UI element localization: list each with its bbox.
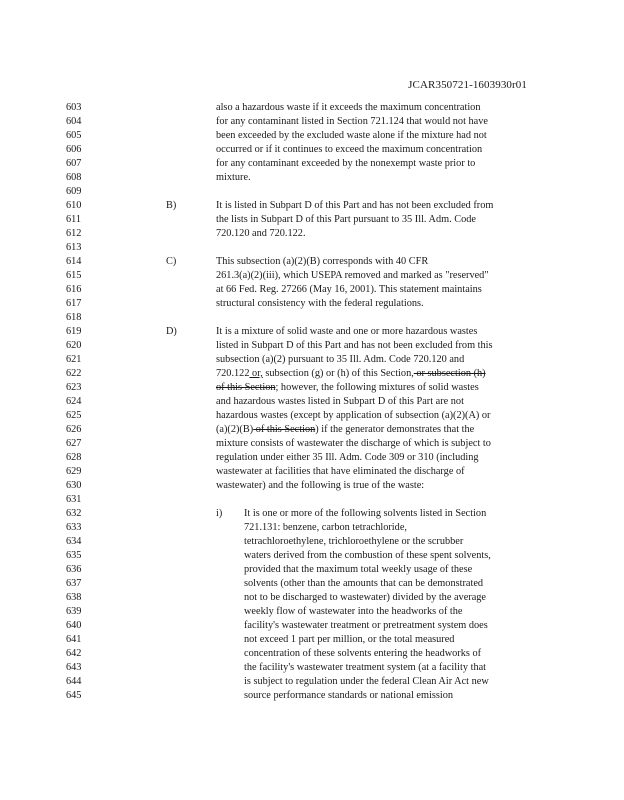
text-line: mixture.: [216, 172, 251, 183]
text-run: of this Section,: [349, 368, 414, 379]
line-number: 634: [66, 536, 82, 547]
line-number: 611: [66, 214, 82, 225]
text-line: It is listed in Subpart D of this Part and has not been excluded from: [216, 200, 494, 211]
line-number: 632: [66, 508, 82, 519]
line-number: 643: [66, 662, 82, 673]
line-number: 619: [66, 326, 82, 337]
text-line: weekly flow of wastewater into the headworks of the: [244, 606, 463, 617]
line-number: 620: [66, 340, 82, 351]
line-number: 618: [66, 312, 82, 323]
text-line: waters derived from the combustion of these spent solvents,: [244, 550, 491, 561]
line-number: 615: [66, 270, 82, 281]
subsection-label: i): [216, 508, 223, 519]
line-number: 624: [66, 396, 82, 407]
text-line: subsection (a)(2) pursuant to 35 Ill. Adm. Code 720.120 and: [216, 354, 465, 365]
text-run: ) if the generator demonstrates that the: [315, 424, 475, 435]
inserted-text: or,: [249, 368, 263, 379]
line-number: 627: [66, 438, 82, 449]
line-number: 604: [66, 116, 82, 127]
line-number: 621: [66, 354, 82, 365]
text-line: 261.3(a)(2)(iii), which USEPA removed and marked as "reserved": [216, 270, 489, 281]
line-number: 605: [66, 130, 82, 141]
deleted-text: or subsection (h): [413, 368, 486, 379]
line-number: 642: [66, 648, 82, 659]
line-number: 607: [66, 158, 82, 169]
text-line: facility's wastewater treatment or pretreatment system does: [244, 620, 488, 631]
line-number: 635: [66, 550, 82, 561]
text-line: 720.120 and 720.122.: [216, 228, 306, 239]
line-number: 636: [66, 564, 82, 575]
line-number: 612: [66, 228, 82, 239]
text-line: for any contaminant listed in Section 721.124 that would not have: [216, 116, 488, 127]
text-line: at 66 Fed. Reg. 27266 (May 16, 2001). This statement maintains: [216, 284, 482, 295]
text-line: occurred or if it continues to exceed the maximum concentration: [216, 144, 483, 155]
text-line: It is one or more of the following solvents listed in Section: [244, 508, 487, 519]
line-number: 639: [66, 606, 82, 617]
line-number: 614: [66, 256, 82, 267]
line-number: 617: [66, 298, 82, 309]
document-code-header: JCAR350721-1603930r01: [408, 79, 527, 91]
text-line: not to be discharged to wastewater) divided by the average: [244, 592, 486, 603]
line-number: 637: [66, 578, 82, 589]
line-number: 644: [66, 676, 82, 687]
text-line: provided that the maximum total weekly usage of these: [244, 564, 473, 575]
line-number: 609: [66, 186, 82, 197]
text-line: regulation under either 35 Ill. Adm. Code 309 or 310 (including: [216, 452, 479, 463]
text-line: This subsection (a)(2)(B) corresponds with 40 CFR: [216, 256, 429, 267]
text-line: 721.131: benzene, carbon tetrachloride,: [244, 522, 407, 533]
text-line: [216, 382, 479, 393]
line-number: 626: [66, 424, 82, 435]
text-run: ; however, the following mixtures of solid wastes: [275, 382, 479, 393]
deleted-text: of this Section: [253, 424, 316, 435]
text-line: the facility's wastewater treatment system (at a facility that: [244, 662, 487, 673]
text-line: mixture consists of wastewater the discharge of which is subject to: [216, 438, 491, 449]
line-number: 631: [66, 494, 82, 505]
line-number: 633: [66, 522, 82, 533]
text-line: tetrachloroethylene, trichloroethylene or the scrubber: [244, 536, 464, 547]
line-number: 608: [66, 172, 82, 183]
line-number: 610: [66, 200, 82, 211]
subsection-label: D): [166, 326, 177, 337]
line-number: 625: [66, 410, 82, 421]
subsection-label: C): [166, 256, 177, 267]
line-number: 629: [66, 466, 82, 477]
deleted-text: of this Section: [216, 382, 276, 393]
line-number: 603: [66, 102, 82, 113]
text-line: wastewater) and the following is true of the waste:: [216, 480, 425, 491]
line-number: 638: [66, 592, 82, 603]
text-line: structural consistency with the federal regulations.: [216, 298, 424, 309]
text-line: is subject to regulation under the federal Clean Air Act new: [244, 676, 489, 687]
text-run: subsection (g) or (h): [262, 368, 350, 379]
line-number: 622: [66, 368, 82, 379]
text-line: concentration of these solvents entering the headworks of: [244, 648, 482, 659]
subsection-label: B): [166, 200, 177, 211]
line-number: 645: [66, 690, 82, 701]
text-line: [216, 368, 486, 379]
text-line: also a hazardous waste if it exceeds the maximum concentration: [216, 102, 481, 113]
text-run: 720.122: [216, 368, 250, 379]
text-line: source performance standards or national emission: [244, 690, 454, 701]
text-line: It is a mixture of solid waste and one or more hazardous wastes: [216, 326, 478, 337]
text-line: for any contaminant exceeded by the nonexempt waste prior to: [216, 158, 476, 169]
text-line: the lists in Subpart D of this Part pursuant to 35 Ill. Adm. Code: [216, 214, 476, 225]
line-number: 623: [66, 382, 82, 393]
line-number: 628: [66, 452, 82, 463]
line-number: 641: [66, 634, 82, 645]
text-run: (a)(2)(B): [216, 424, 254, 435]
text-line: listed in Subpart D of this Part and has not been excluded from this: [216, 340, 493, 351]
line-number: 630: [66, 480, 82, 491]
text-line: wastewater at facilities that have eliminated the discharge of: [216, 466, 465, 477]
text-line: [216, 424, 474, 435]
text-line: been exceeded by the excluded waste alone if the mixture had not: [216, 130, 487, 141]
text-line: not exceed 1 part per million, or the total measured: [244, 634, 455, 645]
text-line: solvents (other than the amounts that can be demonstrated: [244, 578, 484, 589]
line-number: 640: [66, 620, 82, 631]
line-number: 606: [66, 144, 82, 155]
line-number: 613: [66, 242, 82, 253]
line-number: 616: [66, 284, 82, 295]
text-line: hazardous wastes (except by application of subsection (a)(2)(A) or: [216, 410, 491, 421]
text-line: and hazardous wastes listed in Subpart D of this Part are not: [216, 396, 464, 407]
